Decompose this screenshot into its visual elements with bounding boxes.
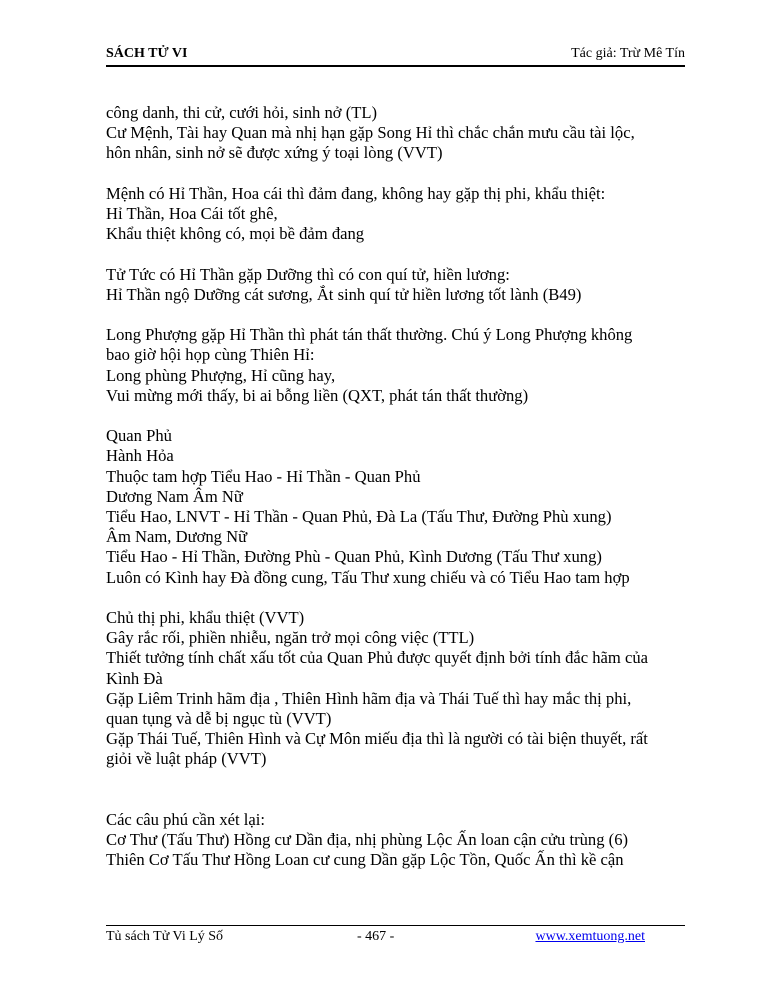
text-line: Gặp Liêm Trinh hãm địa , Thiên Hình hãm địa và Thái Tuế thì hay mắc thị phi, bbox=[106, 688, 632, 708]
text-line: Hỉ Thần, Hoa Cái tốt ghê, bbox=[106, 204, 278, 223]
blank-line bbox=[106, 164, 691, 184]
page-number: - 467 - bbox=[357, 929, 395, 944]
text-line: Thiên Cơ Tấu Thư Hồng Loan cư cung Dần gặp Lộc Tồn, Quốc Ấn thì kề cận bbox=[106, 850, 624, 870]
text-line: Cư Mệnh, Tài hay Quan mà nhị hạn gặp Song Hỉ thì chắc chắn mưu cầu tài lộc, bbox=[106, 123, 635, 143]
page-footer bbox=[106, 929, 685, 949]
text-line: Kình Đà bbox=[106, 668, 163, 688]
text-line: quan tụng và dễ bị ngục tù (VVT) bbox=[106, 709, 332, 729]
blank-line bbox=[106, 770, 691, 790]
text-line: Luôn có Kình hay Đà đồng cung, Tấu Thư xung chiếu và có Tiểu Hao tam hợp bbox=[106, 567, 630, 587]
blank-line bbox=[106, 244, 691, 264]
text-line: Tiểu Hao - Hỉ Thần, Đường Phù - Quan Phủ, Kình Dương (Tấu Thư xung) bbox=[106, 547, 602, 567]
text-line: Tiểu Hao, LNVT - Hỉ Thần - Quan Phủ, Đà La (Tấu Thư, Đường Phù xung) bbox=[106, 507, 612, 526]
book-title: SÁCH TỬ VI bbox=[106, 46, 188, 61]
author-label: Tác giả: Trừ Mê Tín bbox=[571, 46, 685, 61]
text-line: Các câu phú cần xét lại: bbox=[106, 810, 265, 829]
text-line: Thiết tưởng tính chất xấu tốt của Quan Phủ được quyết định bởi tính đắc hãm của bbox=[106, 648, 649, 668]
text-line: giỏi về luật pháp (VVT) bbox=[106, 749, 267, 769]
text-line: Mệnh có Hỉ Thần, Hoa cái thì đảm đang, không hay gặp thị phi, khẩu thiệt: bbox=[106, 183, 606, 203]
text-line: Long Phượng gặp Hỉ Thần thì phát tán thất thường. Chú ý Long Phượng không bbox=[106, 325, 633, 345]
text-line: Thuộc tam hợp Tiểu Hao - Hỉ Thần - Quan Phủ bbox=[106, 466, 421, 486]
text-line: Hỉ Thần ngộ Dưỡng cát sương, Ắt sinh quí tử hiền lương tốt lành (B49) bbox=[106, 284, 582, 304]
blank-line bbox=[106, 305, 691, 325]
text-line: Vui mừng mới thấy, bi ai bỗng liền (QXT, phát tán thất thường) bbox=[106, 385, 529, 405]
text-line: Cơ Thư (Tấu Thư) Hồng cư Dần địa, nhị phùng Lộc Ấn loan cận cửu trùng (6) bbox=[106, 830, 629, 850]
text-line: bao giờ hội họp cùng Thiên Hỉ: bbox=[106, 345, 315, 365]
text-line: Khẩu thiệt không có, mọi bề đảm đang bbox=[106, 224, 365, 244]
text-line: công danh, thi cử, cưới hỏi, sinh nở (TL) bbox=[106, 103, 378, 122]
blank-line bbox=[106, 406, 691, 426]
text-line: Quan Phủ bbox=[106, 426, 172, 446]
footer-series: Tủ sách Tử Vi Lý Số bbox=[106, 929, 224, 944]
text-line: Gây rắc rối, phiền nhiễu, ngăn trở mọi công việc (TTL) bbox=[106, 628, 475, 648]
text-line: Gặp Thái Tuế, Thiên Hình và Cự Môn miếu địa thì là người có tài biện thuyết, rất bbox=[106, 729, 648, 749]
blank-line bbox=[106, 790, 691, 810]
text-line: Tử Tức có Hỉ Thần gặp Dưỡng thì có con quí tử, hiền lương: bbox=[106, 264, 510, 284]
document-body bbox=[106, 103, 691, 871]
text-line: Long phùng Phượng, Hỉ cũng hay, bbox=[106, 365, 336, 385]
blank-line bbox=[106, 588, 691, 608]
text-line: Hành Hỏa bbox=[106, 446, 174, 466]
text-line: Dương Nam Âm Nữ bbox=[106, 486, 243, 506]
text-line: Chủ thị phi, khẩu thiệt (VVT) bbox=[106, 608, 305, 627]
header-divider bbox=[106, 65, 685, 67]
text-line: Âm Nam, Dương Nữ bbox=[106, 527, 248, 547]
page-header bbox=[106, 46, 685, 66]
text-line: hôn nhân, sinh nở sẽ được xứng ý toại lòng (VVT) bbox=[106, 143, 443, 163]
website-link[interactable]: www.xemtuong.net bbox=[535, 929, 645, 944]
footer-divider bbox=[106, 925, 685, 926]
